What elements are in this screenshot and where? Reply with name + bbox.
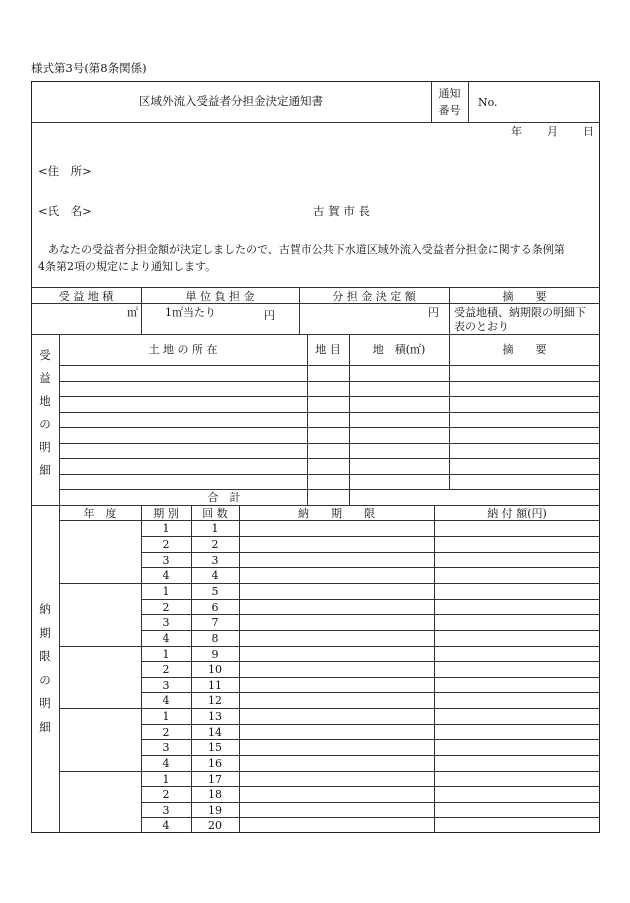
- payment-count-cell: 6: [211, 601, 219, 614]
- payment-term-cell: 3: [162, 679, 170, 692]
- date-month-label: 月: [547, 125, 558, 138]
- divider: [31, 287, 600, 288]
- land-side-label: 受 益 地 の 明 細: [39, 348, 51, 477]
- divider: [59, 458, 600, 459]
- divider: [31, 122, 600, 123]
- land-total-label: 合 計: [207, 491, 241, 504]
- payment-term-cell: 4: [162, 569, 170, 582]
- payment-count-cell: 17: [208, 773, 222, 786]
- divider: [239, 505, 240, 833]
- payment-term-cell: 2: [162, 601, 170, 614]
- payment-term-cell: 4: [162, 694, 170, 707]
- notice-number-label: 番号: [438, 104, 461, 117]
- name-label: <氏 名>: [38, 204, 92, 218]
- payment-count-cell: 13: [208, 710, 222, 723]
- address-label: <住 所>: [38, 164, 92, 178]
- payment-header-year: 年 度: [83, 507, 117, 520]
- payment-side-label: 納 期 限 の 明 細: [39, 602, 51, 734]
- payment-term-cell: 4: [162, 757, 170, 770]
- summary-header-unit-charge: 単 位 負 担 金: [185, 290, 255, 303]
- area-unit: ㎡: [127, 306, 138, 319]
- payment-term-cell: 3: [162, 616, 170, 629]
- divider: [434, 505, 435, 833]
- form-code: 様式第3号(第8条関係): [31, 61, 147, 75]
- payment-count-cell: 7: [211, 616, 219, 629]
- payment-term-cell: 2: [162, 788, 170, 801]
- land-header-category: 地 目: [315, 343, 341, 356]
- payment-count-cell: 15: [208, 741, 222, 754]
- divider: [141, 661, 600, 662]
- payment-header-term: 期 別: [153, 507, 179, 520]
- divider: [31, 505, 600, 506]
- date-day-label: 日: [583, 125, 594, 138]
- payment-count-cell: 5: [211, 585, 219, 598]
- divider: [141, 802, 600, 803]
- divider: [141, 724, 600, 725]
- payment-term-cell: 2: [162, 538, 170, 551]
- divider: [31, 303, 600, 304]
- summary-header-area: 受 益 地 積: [58, 290, 114, 303]
- notice-form: [31, 81, 600, 833]
- payment-count-cell: 18: [208, 788, 222, 801]
- payment-term-cell: 1: [162, 773, 170, 786]
- divider: [59, 412, 600, 413]
- summary-header-remarks: 摘 要: [502, 290, 547, 303]
- divider: [349, 334, 350, 505]
- payment-header-due-date: 納 期 限: [298, 507, 375, 520]
- divider: [141, 536, 600, 537]
- divider: [59, 427, 600, 428]
- payment-count-cell: 11: [208, 679, 222, 692]
- divider: [31, 334, 600, 335]
- payment-count-cell: 8: [211, 632, 219, 645]
- payment-term-cell: 4: [162, 819, 170, 832]
- divider: [141, 614, 600, 615]
- divider: [59, 489, 600, 490]
- notice-number-label: 通知: [438, 87, 461, 100]
- summary-remark: 受益地積、納期限の明細下: [454, 306, 586, 319]
- document-title: 区域外流入受益者分担金決定通知書: [139, 94, 323, 108]
- divider: [141, 599, 600, 600]
- land-header-area: 地 積(㎡): [372, 343, 426, 356]
- divider: [59, 365, 600, 366]
- summary-remark: 表のとおり: [454, 320, 509, 333]
- payment-count-cell: 19: [208, 804, 222, 817]
- payment-term-cell: 4: [162, 632, 170, 645]
- payment-count-cell: 3: [211, 554, 219, 567]
- divider: [141, 786, 600, 787]
- divider: [141, 739, 600, 740]
- payment-count-cell: 1: [211, 522, 219, 535]
- divider: [59, 396, 600, 397]
- issuer-name: 古 賀 市 長: [313, 204, 370, 218]
- payment-header-amount: 納 付 額(円): [487, 507, 547, 520]
- divider: [141, 552, 600, 553]
- notice-number-field: No.: [478, 96, 498, 109]
- payment-count-cell: 4: [211, 569, 219, 582]
- payment-term-cell: 3: [162, 804, 170, 817]
- payment-term-cell: 3: [162, 741, 170, 754]
- per-unit-yen: 円: [264, 309, 275, 322]
- payment-count-cell: 10: [208, 663, 222, 676]
- payment-term-cell: 1: [162, 522, 170, 535]
- divider: [307, 334, 308, 505]
- payment-term-cell: 2: [162, 663, 170, 676]
- divider: [141, 692, 600, 693]
- payment-term-cell: 1: [162, 585, 170, 598]
- per-unit-label: 1㎡当たり: [165, 306, 216, 319]
- divider: [59, 474, 600, 475]
- divider: [141, 630, 600, 631]
- divider: [141, 567, 600, 568]
- payment-term-cell: 3: [162, 554, 170, 567]
- payment-count-cell: 12: [208, 694, 222, 707]
- decided-amount-yen: 円: [428, 306, 439, 319]
- notice-body-text: あなたの受益者分担金額が決定しましたので、古賀市公共下水道区域外流入受益者分担金に関する条例第 4条第2項の規定により通知します。: [38, 243, 565, 273]
- divider: [141, 677, 600, 678]
- divider: [59, 334, 60, 833]
- land-header-location: 土 地 の 所 在: [148, 343, 218, 356]
- divider: [468, 81, 469, 122]
- divider: [59, 381, 600, 382]
- payment-count-cell: 16: [208, 757, 222, 770]
- divider: [141, 755, 600, 756]
- payment-term-cell: 1: [162, 710, 170, 723]
- summary-header-decided-amount: 分 担 金 決 定 額: [332, 290, 416, 303]
- divider: [141, 817, 600, 818]
- divider: [449, 334, 450, 489]
- payment-count-cell: 14: [208, 726, 222, 739]
- payment-term-cell: 1: [162, 648, 170, 661]
- payment-term-cell: 2: [162, 726, 170, 739]
- payment-count-cell: 20: [208, 819, 222, 832]
- divider: [59, 443, 600, 444]
- payment-count-cell: 2: [211, 538, 219, 551]
- date-year-label: 年: [511, 125, 522, 138]
- payment-count-cell: 9: [211, 648, 219, 661]
- payment-header-count: 回 数: [202, 507, 228, 520]
- land-header-remarks: 摘 要: [502, 343, 547, 356]
